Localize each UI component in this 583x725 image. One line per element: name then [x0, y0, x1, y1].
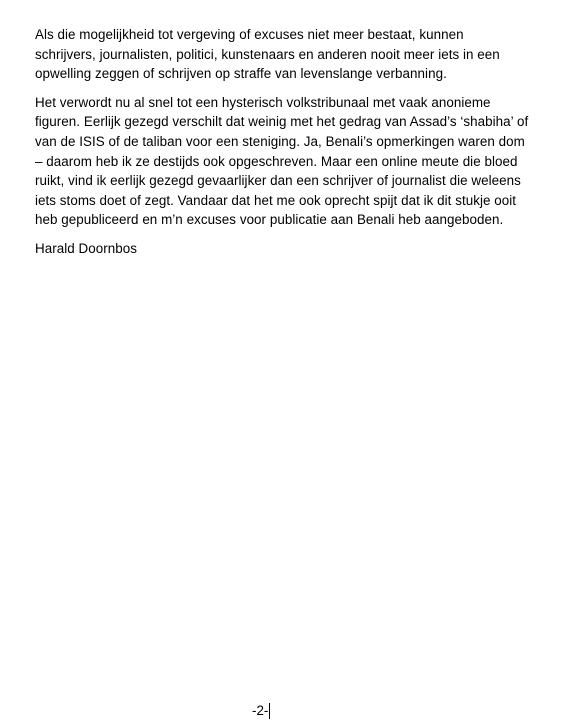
text-cursor: [269, 703, 270, 719]
text-line: ruikt, vind ik eerlijk gezegd gevaarlijker dan een schrijver of journalist die weleens: [35, 173, 521, 189]
text-line: iets stoms doet of zegt. Vandaar dat het me ook oprecht spijt dat ik dit stukje ooit: [35, 192, 517, 208]
text-line: opwelling zeggen of schrijven op straffe van levenslange verbanning.: [35, 66, 447, 82]
page-footer[interactable]: [252, 701, 270, 720]
text-line: Als die mogelijkheid tot vergeving of excuses niet meer bestaat, kunnen: [35, 27, 464, 42]
text-line: – daarom heb ik ze destijds ook opgeschreven. Maar een online meute die bloed: [35, 153, 518, 169]
text-line: van de ISIS of de taliban voor een steniging. Ja, Benali’s opmerkingen waren dom: [35, 133, 525, 149]
author-name: Harald Doornbos: [35, 240, 137, 256]
text-line: figuren. Eerlijk gezegd verschilt dat weinig met het gedrag van Assad’s ‘shabiha’ of: [35, 114, 529, 130]
text-line: schrijvers, journalisten, politici, kunstenaars en anderen nooit meer iets in een: [35, 46, 500, 62]
document-body[interactable]: [35, 25, 550, 268]
paragraph-2: [35, 93, 550, 230]
text-line: heb gepubliceerd en m’n excuses voor publicatie aan Benali heb aangeboden.: [35, 212, 504, 228]
paragraph-1: [35, 25, 550, 84]
signature-paragraph: [35, 239, 550, 259]
text-line: Het verwordt nu al snel tot een hysterisch volkstribunaal met vaak anonieme: [35, 94, 491, 110]
page-number: -2-: [252, 703, 269, 718]
